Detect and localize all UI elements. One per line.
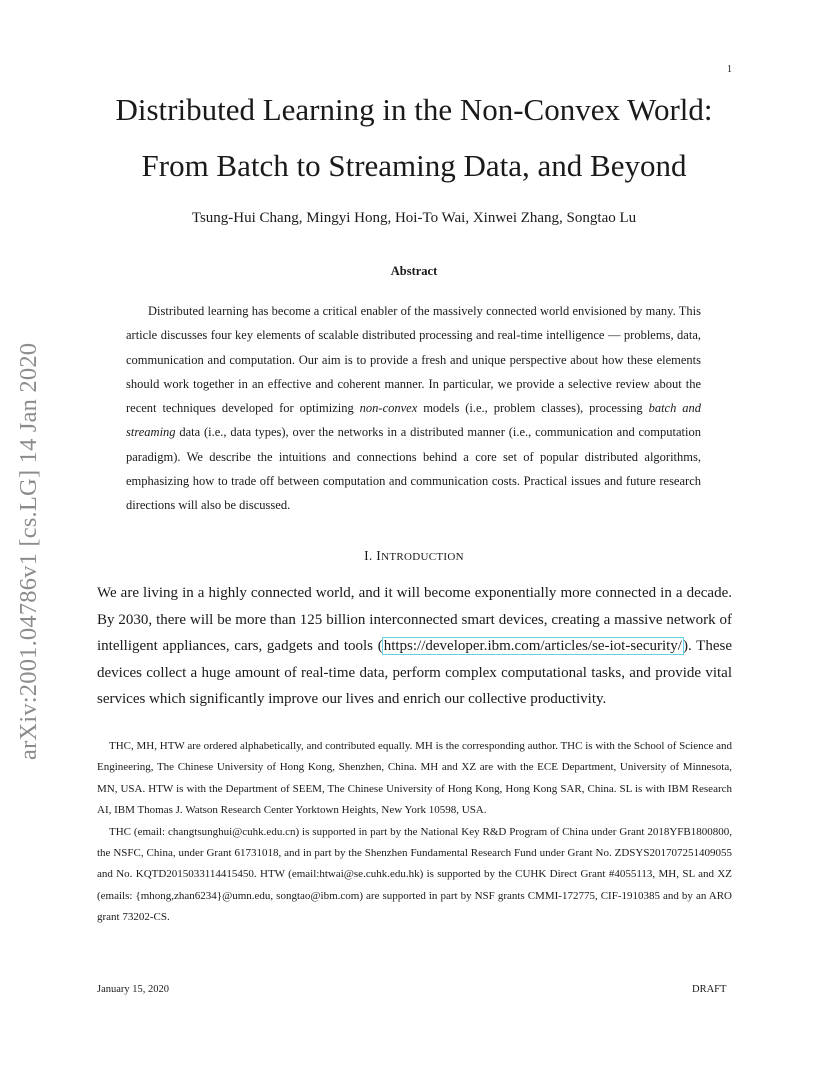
paper-title-line-1: Distributed Learning in the Non-Convex World:	[115, 92, 713, 127]
footer-draft-label: DRAFT	[692, 984, 727, 995]
introduction-paragraph	[97, 580, 732, 713]
abstract-emphasis-batch-streaming: batch and streaming	[126, 401, 701, 440]
section-heading-introduction	[80, 548, 748, 564]
intro-text-before-link: We are living in a highly connected world, and it will become exponentially more connected in a decade. By 2030, there will be more than 125 billion interconnected smart devices, creating a massive network of intelligent appliances, cars, gadgets and tools (	[97, 585, 732, 655]
abstract-text-part-2: models (i.e., problem classes), processing	[417, 401, 649, 416]
abstract-body	[126, 299, 701, 518]
paper-title-line-2: From Batch to Streaming Data, and Beyond	[141, 148, 687, 183]
footnote-affiliations: THC, MH, HTW are ordered alphabetically, and contributed equally. MH is the corresponding author. THC is with the School of Science and Engineering, The Chinese University of Hong Kong, Shenzhen, China. MH and XZ are with the ECE Department, University of Minnesota, MN, USA. HTW is with the Department of SEEM, The Chinese University of Hong Kong, Hong Kong SAR, China. SL is with IBM Research AI, IBM Thomas J. Watson Research Center Yorktown Heights, New York 10598, USA.	[97, 740, 732, 817]
footnote-funding: THC (email: changtsunghui@cuhk.edu.cn) is supported in part by the National Key R&D Program of China under Grant 2018YFB1800800, the NSFC, China, under Grant 61731018, and in part by the Shenzhen Fundamental Research Fund under Grant No. ZDSYS201707251409055 and No. KQTD2015033114415450. HTW (email:htwai@se.cuhk.edu.hk) is supported by the CUHK Direct Grant #4055113, MH, SL and XZ (emails: {mhong,zhan6234}@umn.edu, songtao@ibm.com) are supported in part by NSF grants CMMI-172775, CIF-1910385 and by an ARO grant 73202-CS.	[97, 825, 732, 924]
arxiv-identifier-stamp: arXiv:2001.04786v1 [cs.LG] 14 Jan 2020	[15, 342, 42, 760]
author-list: Tsung-Hui Chang, Mingyi Hong, Hoi-To Wai, Xinwei Zhang, Songtao Lu	[191, 210, 637, 226]
section-title-rest: NTRODUCTION	[381, 551, 464, 563]
abstract-heading: Abstract	[390, 264, 438, 278]
ibm-iot-security-link[interactable]: https://developer.ibm.com/articles/se-iot-security/	[383, 638, 682, 655]
footnotes	[97, 736, 732, 929]
intro-text-after-link: ). These devices collect a huge amount of real-time data, perform complex computational tasks, and provide vital services which significantly improve our lives and enrich our collective productivity.	[97, 638, 732, 708]
footer-date: January 15, 2020	[97, 984, 170, 995]
abstract-text-part-1: Distributed learning has become a critical enabler of the massively connected world envisioned by many. This article discusses four key elements of scalable distributed processing and real-time intelligence — problems, data, communication and computation. Our aim is to provide a fresh and unique perspective about how these elements should work together in an effective and coherent manner. In particular, we provide a selective review about the recent techniques developed for optimizing	[126, 304, 701, 416]
abstract-emphasis-non-convex: non-convex	[359, 401, 418, 416]
page-number: 1	[727, 64, 732, 75]
section-numeral: I.	[364, 548, 377, 563]
abstract-text-part-3: data (i.e., data types), over the networks in a distributed manner (i.e., communication and computation paradigm). We describe the intuitions and connections behind a core set of popular distributed algorithms, emphasizing how to trade off between computation and communication costs. Practical issues and future research directions will also be discussed.	[126, 425, 701, 513]
section-title-initial: I	[376, 548, 382, 563]
